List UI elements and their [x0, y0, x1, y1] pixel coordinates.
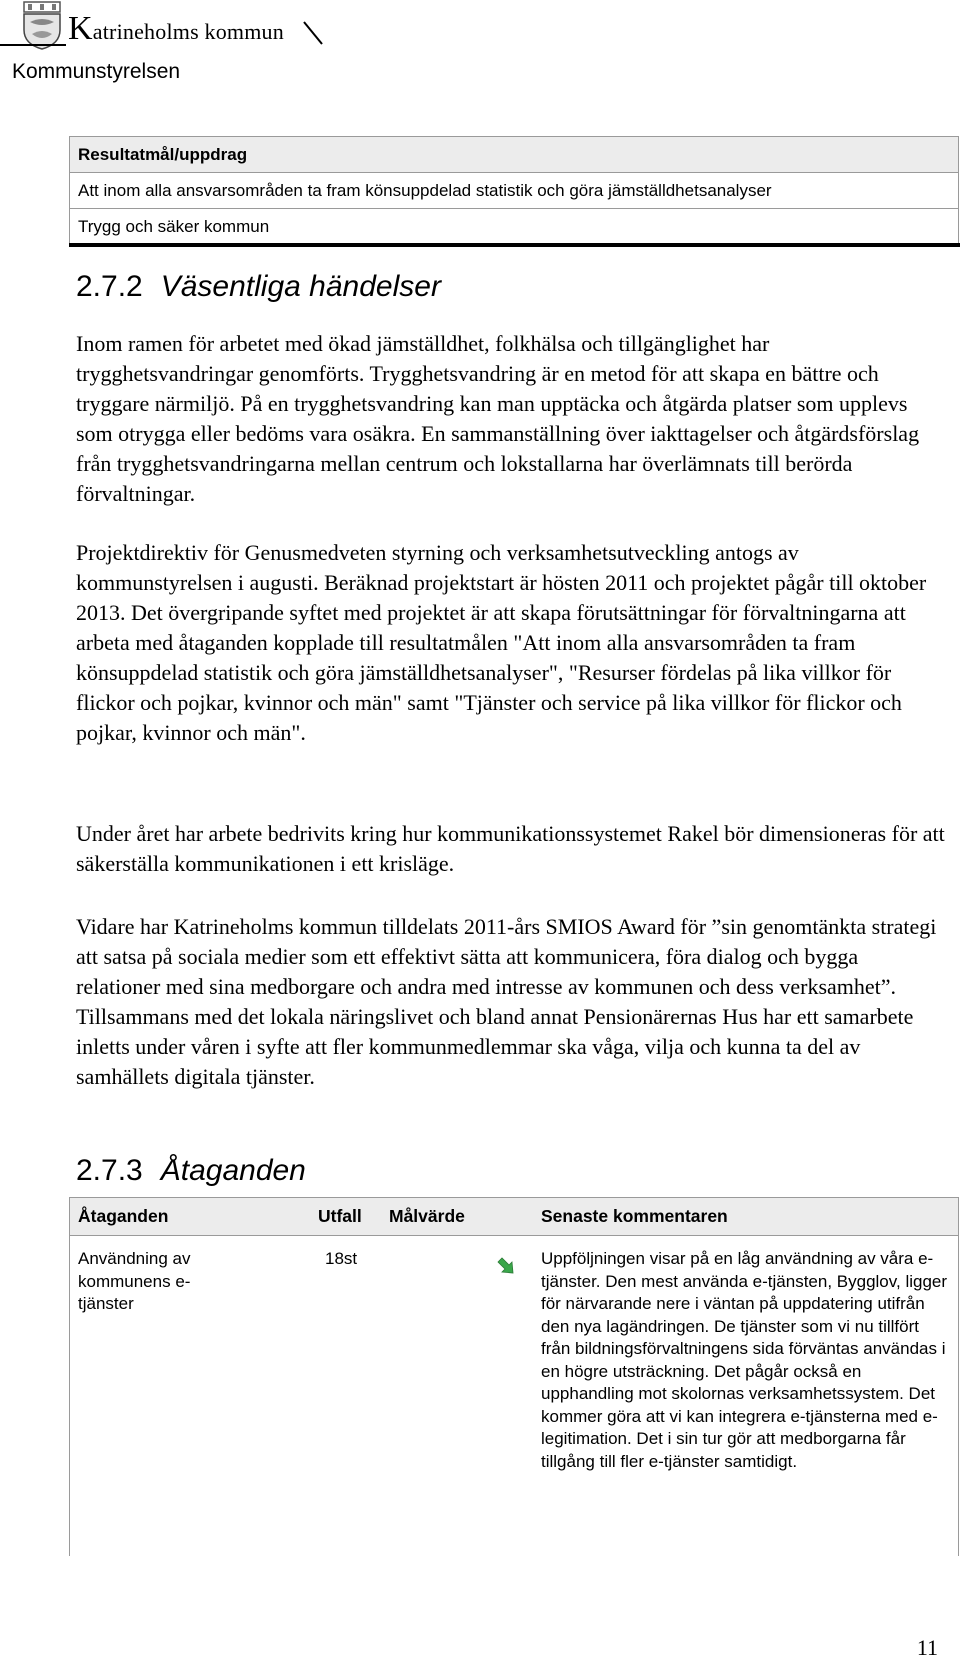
col-header-target: Målvärde	[389, 1206, 465, 1226]
goal-table-row	[70, 173, 959, 209]
comment-cell: Uppföljningen visar på en låg användning av våra e-tjänster. Den mest använda e-tjänsten, Bygglov, ligger för närvarande nere i väntan på uppdatering utifrån den nya lagändringen. De tjänster som vi nu tillfört från bildningsförvaltningens sida förväntas användas i en högre utsträckning. Det pågår också en upphandling mot skolornas verksamhetssystem. Det kommer göra att vi kan integrera e-tjänsterna med e-legitimation. Det i sin tur gör att medborgarna får tillgång till fler e-tjänster samtidigt.	[541, 1249, 948, 1471]
trend-down-arrow-icon	[496, 1256, 516, 1276]
outcome-cell: 18st	[325, 1249, 358, 1268]
goal-table-bottom-rule	[69, 243, 960, 247]
body-paragraph: Under året har arbete bedrivits kring hur kommunikationssystemet Rakel bör dimensioneras för att säkerställa kommunikationen i ett krisläge.	[76, 821, 945, 876]
brand-name: atrineholms kommun	[92, 19, 284, 44]
section-title: Väsentliga händelser	[160, 270, 441, 303]
commitment-cell: Användning av kommunens e-tjänster	[78, 1249, 191, 1313]
col-header-commitment: Åtaganden	[78, 1206, 169, 1226]
brand-initial: K	[68, 10, 93, 47]
body-paragraph: Inom ramen för arbetet med ökad jämställdhet, folkhälsa och tillgänglighet har trygghetsvandringar genomförts. Trygghetsvandring är en metod för att skapa en bättre och tryggare närmiljö. På en trygghetsvandring kan man upptäcka och åtgärda platser som upplevs som otrygga eller bedöms vara osäkra. En sammanställning över iakttagelser och åtgärdsförslag från trygghetsvandringarna mellan centrum och lokstallarna har överlämnats till berörda förvaltningar.	[76, 331, 920, 506]
body-paragraph: Projektdirektiv för Genusmedveten styrning och verksamhetsutveckling antogs av kommunstyrelsen i augusti. Beräknad projektstart är hösten 2011 och projektet pågår till oktober 2013. Det övergripande syftet med projektet är att skapa förutsättningar för förvaltningarna att arbeta med åtaganden kopplade till resultatmålen "Att inom alla ansvarsområden ta fram könsuppdelad statistik och göra jämställdhetsanalyser", "Resurser fördelas på lika villkor för flickor och pojkar, kvinnor och män" samt "Tjänster och service på lika villkor för flickor och pojkar, kvinnor och män".	[76, 540, 927, 745]
municipality-brand	[68, 10, 284, 48]
goal-table-row	[70, 209, 959, 245]
page-number: 11	[916, 1635, 938, 1660]
goal-table-heading: Resultatmål/uppdrag	[70, 137, 959, 173]
commitments-table-header	[69, 1197, 959, 1236]
section-heading-events	[76, 270, 441, 304]
goal-table-header-row	[70, 137, 959, 173]
section-number: 2.7.3	[76, 1154, 143, 1187]
body-paragraph: Vidare har Katrineholms kommun tilldelats 2011-års SMIOS Award för ”sin genomtänkta strategi att satsa på sociala medier som ett effektivt sätta att kommunicera, föra dialog och bygga relationer med sina medborgare och andra med intresse av kommunen och dess verksamhet”. Tillsammans med det lokala näringslivet och bland annat Pensionärernas Hus har ett samarbete inletts under våren i syfte att fler kommunmedlemmar ska våga, vilja och kunna ta del av samhällets digitala tjänster.	[76, 914, 937, 1089]
department-name: Kommunstyrelsen	[12, 60, 181, 83]
commitments-table	[69, 1197, 959, 1556]
section-heading-commitments	[76, 1154, 306, 1188]
col-header-comment: Senaste kommentaren	[541, 1206, 728, 1226]
goal-table-cell: Att inom alla ansvarsområden ta fram könsuppdelad statistik och göra jämställdhetsanalyser	[70, 173, 959, 209]
table-row	[69, 1236, 959, 1556]
municipal-crest-icon	[20, 0, 64, 50]
section-number: 2.7.2	[76, 270, 143, 303]
brand-slash-icon	[302, 18, 324, 46]
header-rule	[0, 44, 66, 46]
goal-table-cell: Trygg och säker kommun	[70, 209, 959, 245]
col-header-outcome: Utfall	[318, 1206, 362, 1226]
goal-table	[69, 136, 959, 245]
section-title: Åtaganden	[160, 1154, 306, 1187]
